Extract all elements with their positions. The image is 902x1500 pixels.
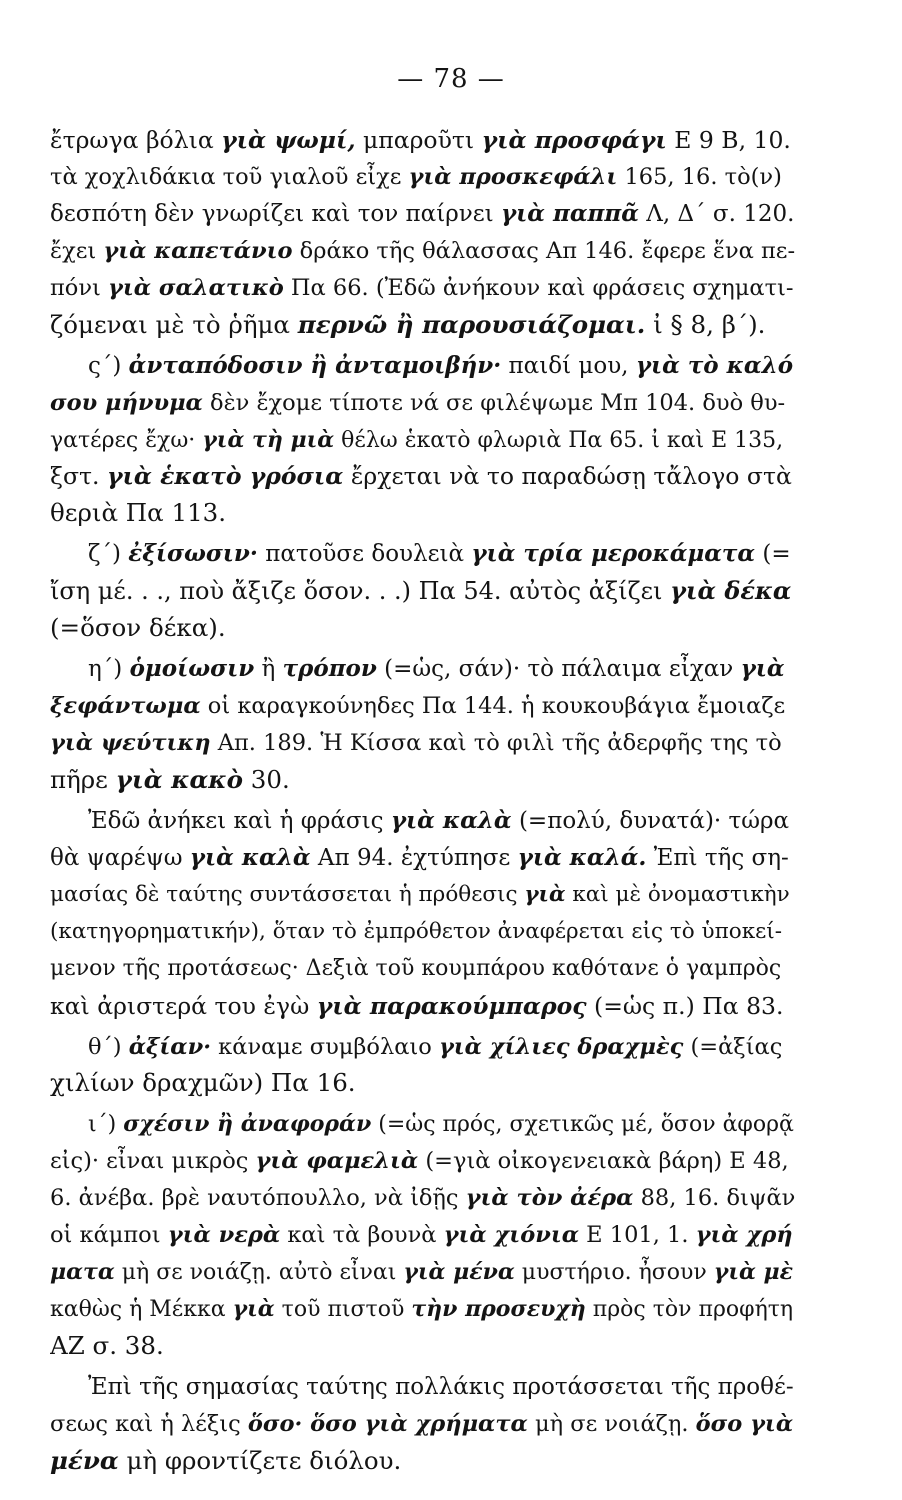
text-run: Απ 94. ἐχτύπησε bbox=[310, 844, 518, 871]
bold-term: γιὰ τὸν ἀέρα bbox=[465, 1185, 634, 1212]
text-run: (=ἀξίας bbox=[683, 1033, 783, 1060]
bold-term: ἀξίαν· bbox=[128, 1033, 212, 1060]
text-run: (=ὡς π.) Πα 83. bbox=[586, 991, 784, 1020]
text-line bbox=[50, 951, 796, 988]
bold-term: ἐξίσωσιν· bbox=[128, 540, 258, 568]
text-run: παιδί μου, bbox=[501, 352, 636, 379]
text-run: τοῦ πιστοῦ bbox=[274, 1297, 412, 1323]
bold-term: γιὰ καπετάνιο bbox=[103, 237, 293, 264]
text-run: ἢ bbox=[254, 656, 283, 683]
bold-term: γιὰ χιόνια bbox=[443, 1222, 580, 1249]
text-line bbox=[50, 688, 796, 725]
text-run: θὰ ψαρέψω bbox=[50, 844, 190, 871]
bold-term: γιὰ καλὰ bbox=[390, 806, 512, 834]
text-run: οἱ καραγκούνηδες Πα 144. ἡ κουκουβάγια ἔμοιαζε bbox=[200, 693, 786, 720]
text-line bbox=[50, 1406, 796, 1443]
text-run: οἱ κάμποι bbox=[50, 1222, 168, 1249]
text-run: τὰ χοχλιδάκια τοῦ γιαλοῦ εἶχε bbox=[50, 163, 409, 190]
text-run: 165, 16. τὸ(ν) bbox=[617, 163, 782, 190]
bold-term: γιὰ προσφάγι bbox=[481, 126, 667, 154]
text-run: ΑΖ σ. 38. bbox=[50, 1331, 164, 1360]
text-line bbox=[50, 385, 796, 422]
bold-term: γιὰ παρακούμπαρος bbox=[316, 991, 587, 1020]
bold-term: γιὰ προσκεφάλι bbox=[408, 163, 618, 190]
text-run: χιλίων δραχμῶν) Πα 16. bbox=[50, 1068, 356, 1098]
bold-term: γιὰ μὲ bbox=[713, 1259, 794, 1286]
text-line bbox=[50, 348, 796, 385]
bold-term: μένα bbox=[50, 1445, 119, 1475]
text-line bbox=[50, 536, 796, 573]
text-run: πῆρε bbox=[50, 764, 116, 794]
text-run: μασίας δὲ ταύτης συντάσσεται ἡ πρόθεσις bbox=[50, 881, 525, 907]
bold-term: γιὰ τὴ μιὰ bbox=[202, 426, 335, 453]
bold-term: γιὰ σαλατικὸ bbox=[108, 274, 284, 301]
text-line bbox=[50, 840, 796, 877]
text-line bbox=[50, 1106, 796, 1143]
text-run: σεως καὶ ἡ λέξις bbox=[50, 1410, 248, 1437]
bold-term: γιὰ ψεύτικη bbox=[50, 730, 211, 756]
text-line bbox=[50, 1180, 796, 1217]
text-line bbox=[50, 307, 796, 344]
text-run: ξστ. bbox=[50, 462, 107, 491]
text-run: μὴ φροντίζετε διόλου. bbox=[118, 1445, 402, 1475]
text-run: καὶ τὰ βουνὰ bbox=[280, 1222, 444, 1249]
text-run: Ἐπὶ τῆς ση- bbox=[646, 844, 789, 871]
text-line bbox=[50, 914, 796, 951]
text-run: δὲν ἔχομε τίποτε νά σε φιλέψωμε Μπ 104. δυὸ θυ- bbox=[202, 389, 786, 416]
text-run: θέλω ἑκατὸ φλωριὰ Πα 65. ἰ καὶ Ε 135, bbox=[334, 427, 784, 453]
text-run: Ε 101, 1. bbox=[579, 1222, 696, 1249]
text-line bbox=[50, 270, 796, 307]
bold-term: γιὰ χίλιες δραχμὲς bbox=[438, 1033, 684, 1060]
text-line bbox=[50, 1065, 796, 1102]
bold-term: γιὰ καλὰ bbox=[189, 843, 311, 871]
text-run: θεριὰ Πα 113. bbox=[50, 498, 227, 528]
bold-term: τρόπον bbox=[282, 655, 377, 683]
text-run: εἰς)· εἶναι μικρὸς bbox=[50, 1148, 256, 1175]
text-run: μὴ σε νοιάζῃ. αὐτὸ εἶναι bbox=[114, 1260, 404, 1286]
text-line bbox=[50, 1291, 796, 1328]
text-run: μενον τῆς προτάσεως· Δεξιὰ τοῦ κουμπάρου καθότανε ὁ γαμπρὸς bbox=[50, 955, 782, 981]
text-run: ι΄) bbox=[88, 1112, 124, 1138]
text-line bbox=[50, 1217, 796, 1254]
text-line bbox=[50, 1143, 796, 1180]
bold-term: γιὰ κακὸ bbox=[115, 764, 244, 794]
bold-term: γιὰ bbox=[740, 655, 785, 683]
bold-term: σχέσιν ἢ ἀναφοράν bbox=[123, 1111, 372, 1138]
text-run: πατοῦσε δουλειὰ bbox=[257, 541, 472, 568]
text-run: ἴση μέ. . ., ποὺ ἄξιζε ὅσον. . .) Πα 54. αὐτὸς ἀξίζει bbox=[50, 577, 671, 606]
text-run: η΄) bbox=[88, 656, 130, 683]
bold-term: γιὰ φαμελιὰ bbox=[255, 1148, 419, 1175]
bold-term: ὅσο γιὰ bbox=[695, 1410, 794, 1437]
bold-term: γιὰ καλά. bbox=[517, 843, 647, 871]
text-run: καὶ μὲ ὀνομαστικὴν bbox=[565, 881, 790, 907]
text-run: Απ. 189. Ἡ Κίσσα καὶ τὸ φιλὶ τῆς ἀδερφῆς της τὸ bbox=[210, 730, 782, 756]
bold-term: γιὰ τὸ καλό bbox=[635, 351, 794, 379]
bold-term: σου μήνυμα bbox=[50, 389, 203, 416]
text-run: ζόμεναι μὲ τὸ ῥῆμα bbox=[50, 309, 298, 339]
text-run: 6. ἀνέβα. βρὲ ναυτόπουλλο, νὰ ἰδῇς bbox=[50, 1185, 466, 1212]
text-line bbox=[50, 1254, 796, 1291]
bold-term: γιὰ μένα bbox=[403, 1259, 515, 1286]
text-line bbox=[50, 495, 796, 532]
text-line bbox=[50, 762, 796, 799]
text-run: κάναμε συμβόλαιο bbox=[211, 1033, 439, 1060]
text-run: δεσπότη δὲν γνωρίζει καὶ τον παίρνει bbox=[50, 200, 501, 227]
text-line bbox=[50, 159, 796, 196]
text-line bbox=[50, 422, 796, 459]
text-line bbox=[50, 196, 796, 233]
text-run: 30. bbox=[243, 764, 290, 794]
text-run: ἰ § 8, β΄). bbox=[645, 309, 766, 339]
bold-term: γιὰ χρή bbox=[695, 1222, 793, 1249]
text-run: Ε 9 Β, 10. bbox=[666, 126, 791, 154]
text-run: καθὼς ἡ Μέκκα bbox=[50, 1297, 233, 1323]
text-run: Πα 66. (Ἐδῶ ἀνήκουν καὶ φράσεις σχηματι- bbox=[283, 274, 794, 301]
bold-term: ματα bbox=[50, 1259, 115, 1286]
text-run: 88, 16. διψᾶν bbox=[633, 1185, 796, 1212]
text-line bbox=[50, 573, 796, 610]
text-run: ἔχει bbox=[50, 237, 104, 264]
bold-term: ὁμοίωσιν bbox=[129, 655, 255, 683]
bold-term: ἀνταπόδοσιν ἢ ἀνταμοιβήν· bbox=[128, 351, 502, 379]
text-run: ἔρχεται νὰ το παραδώσῃ τἄλογο στὰ bbox=[343, 462, 792, 491]
bold-term: γιὰ bbox=[232, 1296, 275, 1323]
text-line bbox=[50, 1443, 796, 1480]
text-run: ἔτρωγα βόλια bbox=[50, 126, 222, 154]
text-run: ς΄) bbox=[88, 352, 129, 379]
bold-term: γιὰ νερὰ bbox=[167, 1222, 281, 1249]
text-run: (κατηγορηματικήν), ὅταν τὸ ἐμπρόθετον ἀναφέρεται εἰς τὸ ὑποκεί- bbox=[50, 918, 782, 944]
text-line bbox=[50, 122, 796, 159]
bold-term: τὴν προσευχὴ bbox=[411, 1296, 586, 1323]
bold-term: γιὰ παππᾶ bbox=[500, 199, 639, 227]
text-run: Ἐπὶ τῆς σημασίας ταύτης πολλάκις προτάσσεται τῆς προθέ- bbox=[88, 1373, 794, 1400]
text-line bbox=[50, 233, 796, 270]
page-number: — 78 — bbox=[397, 64, 505, 94]
text-run: (= bbox=[755, 541, 791, 568]
bold-term: γιὰ bbox=[524, 881, 566, 907]
bold-term: γιὰ ἑκατὸ γρόσια bbox=[106, 462, 344, 491]
text-run: Λ, Δ΄ σ. 120. bbox=[638, 200, 795, 227]
bold-term: ξεφάντωμα bbox=[50, 693, 201, 720]
text-run: (=γιὰ οἰκογενειακὰ βάρη) Ε 48, bbox=[418, 1148, 789, 1175]
text-run: (=ὅσον δέκα). bbox=[50, 613, 226, 643]
text-run: Ἐδῶ ἀνήκει καὶ ἡ φράσις bbox=[88, 807, 391, 834]
text-line bbox=[50, 610, 796, 647]
text-line bbox=[50, 877, 796, 914]
text-line bbox=[50, 1029, 796, 1066]
text-run: μυστήριο. ἦσουν bbox=[514, 1260, 714, 1286]
bold-term: γιὰ δέκα bbox=[670, 576, 792, 606]
bold-term: γιὰ ψωμί, bbox=[221, 126, 356, 154]
text-run: (=ὡς, σάν)· τὸ πάλαιμα εἶχαν bbox=[376, 656, 741, 683]
text-line bbox=[50, 458, 796, 495]
text-run: γατέρες ἔχω· bbox=[50, 427, 203, 453]
text-run: καὶ ἀριστερά του ἐγὼ bbox=[50, 991, 317, 1020]
text-line bbox=[50, 1369, 796, 1406]
text-run: μὴ σε νοιάζῃ. bbox=[527, 1410, 696, 1437]
bold-term: περνῶ ἢ παρουσιάζομαι. bbox=[297, 309, 646, 339]
bold-term: γιὰ τρία μεροκάματα bbox=[471, 540, 756, 568]
text-run: μπαροῦτι bbox=[355, 126, 482, 154]
text-run: πρὸς τὸν προφήτη bbox=[585, 1297, 794, 1323]
text-run: θ΄) bbox=[88, 1033, 129, 1060]
text-run: (=πολύ, δυνατά)· τώρα bbox=[511, 807, 790, 834]
text-run: πόνι bbox=[50, 274, 108, 301]
text-line bbox=[50, 725, 796, 762]
text-line bbox=[50, 803, 796, 840]
text-line bbox=[50, 651, 796, 688]
text-run: ζ΄) bbox=[88, 541, 129, 568]
text-run: (=ὡς πρός, σχετικῶς μέ, ὅσον ἀφορᾷ bbox=[371, 1112, 794, 1138]
text-line bbox=[50, 1328, 796, 1365]
text-line bbox=[50, 988, 796, 1025]
bold-term: ὅσο· ὅσο γιὰ χρήματα bbox=[247, 1410, 528, 1437]
text-run: δράκο τῆς θάλασσας Απ 146. ἔφερε ἕνα πε- bbox=[292, 237, 796, 264]
text-body bbox=[50, 122, 796, 1480]
